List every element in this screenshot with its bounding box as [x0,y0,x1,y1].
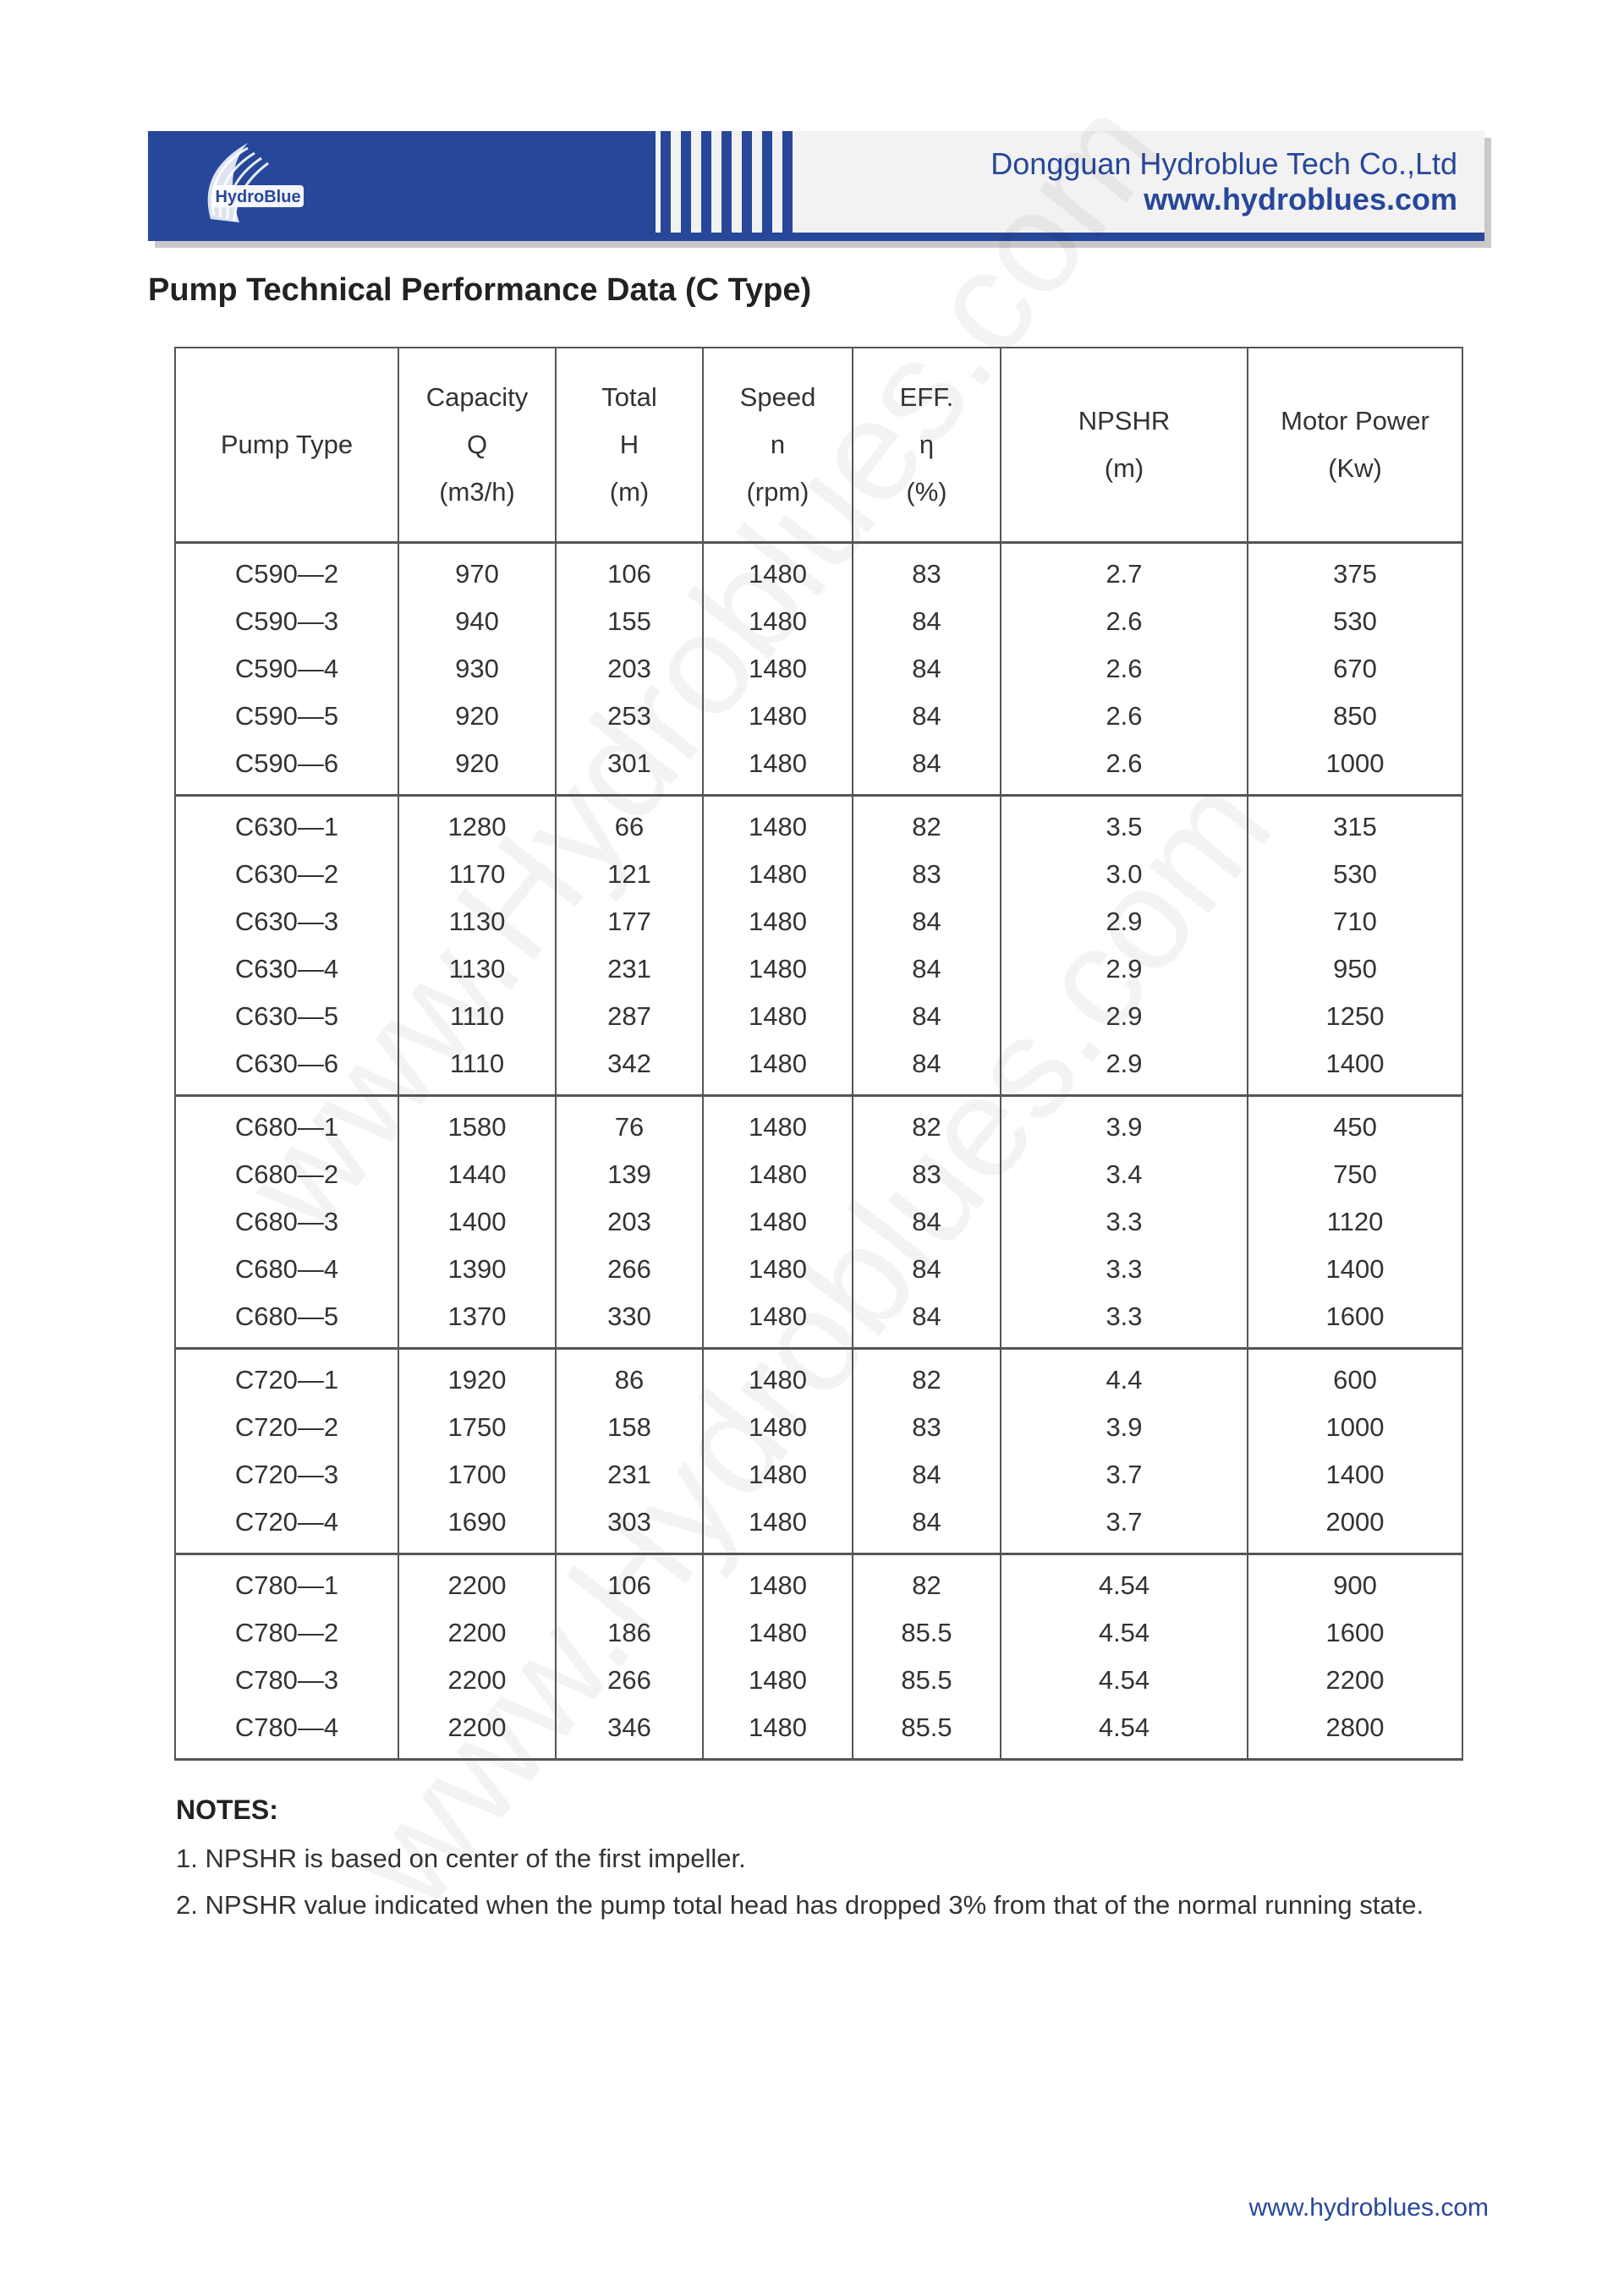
cell-motor-power: 710 [1248,898,1462,945]
cell-total-head: 266 [556,1657,703,1704]
cell-efficiency: 84 [853,645,1001,693]
cell-pump-type: C680—4 [175,1246,398,1293]
cell-total-head: 155 [556,598,703,645]
cell-speed: 1480 [703,1293,853,1349]
notes-title: NOTES: [176,1795,278,1825]
cell-total-head: 177 [556,898,703,945]
cell-efficiency: 84 [853,1246,1001,1293]
cell-efficiency: 82 [853,1349,1001,1405]
cell-efficiency: 83 [853,543,1001,599]
cell-motor-power: 2800 [1248,1704,1462,1760]
table-row [175,993,1462,1040]
cell-npshr: 2.9 [1001,1040,1248,1096]
cell-total-head: 121 [556,851,703,898]
cell-motor-power: 1120 [1248,1198,1462,1246]
cell-motor-power: 450 [1248,1096,1462,1152]
cell-speed: 1480 [703,898,853,945]
cell-total-head: 231 [556,1451,703,1499]
cell-pump-type: C630—6 [175,1040,398,1096]
cell-motor-power: 1000 [1248,1404,1462,1451]
cell-speed: 1480 [703,851,853,898]
cell-capacity: 930 [398,645,556,693]
cell-npshr: 2.7 [1001,543,1248,599]
cell-pump-type: C780—4 [175,1704,398,1760]
cell-speed: 1480 [703,1404,853,1451]
cell-npshr: 3.4 [1001,1151,1248,1198]
cell-pump-type: C720—1 [175,1349,398,1405]
cell-pump-type: C630—4 [175,945,398,993]
cell-speed: 1480 [703,543,853,599]
cell-speed: 1480 [703,1246,853,1293]
table-row [175,1499,1462,1554]
cell-npshr: 2.6 [1001,645,1248,693]
cell-npshr: 4.54 [1001,1704,1248,1760]
cell-capacity: 1700 [398,1451,556,1499]
cell-npshr: 4.54 [1001,1657,1248,1704]
table-row [175,796,1462,852]
hydroblue-logo-icon [189,138,324,229]
header-npshr: NPSHR (m) [1001,348,1248,543]
cell-efficiency: 84 [853,1451,1001,1499]
table-row [175,740,1462,796]
table-row [175,1096,1462,1152]
cell-efficiency: 82 [853,1554,1001,1610]
cell-speed: 1480 [703,945,853,993]
cell-motor-power: 2200 [1248,1657,1462,1704]
cell-efficiency: 85.5 [853,1657,1001,1704]
cell-pump-type: C720—3 [175,1451,398,1499]
cell-motor-power: 1250 [1248,993,1462,1040]
cell-motor-power: 315 [1248,796,1462,852]
cell-speed: 1480 [703,1198,853,1246]
company-url: www.hydroblues.com [1144,182,1457,216]
cell-efficiency: 83 [853,1404,1001,1451]
cell-speed: 1480 [703,598,853,645]
header-banner [148,131,1484,241]
cell-pump-type: C780—1 [175,1554,398,1610]
cell-capacity: 2200 [398,1657,556,1704]
cell-speed: 1480 [703,1040,853,1096]
table-group [175,543,1462,796]
cell-pump-type: C680—2 [175,1151,398,1198]
cell-speed: 1480 [703,645,853,693]
table-row [175,898,1462,945]
banner-stripes [647,131,808,233]
cell-efficiency: 84 [853,945,1001,993]
cell-total-head: 203 [556,1198,703,1246]
cell-npshr: 2.9 [1001,898,1248,945]
cell-capacity: 1110 [398,1040,556,1096]
company-name: Dongguan Hydroblue Tech Co.,Ltd [990,146,1457,181]
cell-capacity: 1280 [398,796,556,852]
table-row [175,1609,1462,1657]
cell-efficiency: 84 [853,1499,1001,1554]
cell-pump-type: C720—2 [175,1404,398,1451]
cell-speed: 1480 [703,693,853,740]
cell-speed: 1480 [703,1151,853,1198]
cell-efficiency: 84 [853,898,1001,945]
cell-total-head: 346 [556,1704,703,1760]
cell-total-head: 301 [556,740,703,796]
cell-capacity: 920 [398,693,556,740]
cell-motor-power: 600 [1248,1349,1462,1405]
cell-pump-type: C680—5 [175,1293,398,1349]
cell-speed: 1480 [703,740,853,796]
cell-motor-power: 530 [1248,598,1462,645]
cell-speed: 1480 [703,1609,853,1657]
cell-pump-type: C780—3 [175,1657,398,1704]
cell-pump-type: C590—2 [175,543,398,599]
cell-npshr: 2.6 [1001,598,1248,645]
cell-speed: 1480 [703,1349,853,1405]
cell-total-head: 266 [556,1246,703,1293]
header-efficiency: EFF. η (%) [853,348,1001,543]
cell-efficiency: 82 [853,1096,1001,1152]
cell-motor-power: 900 [1248,1554,1462,1610]
cell-capacity: 1370 [398,1293,556,1349]
table-row [175,543,1462,599]
company-info [990,146,1457,217]
table-row [175,1040,1462,1096]
cell-motor-power: 750 [1248,1151,1462,1198]
cell-capacity: 2200 [398,1554,556,1610]
cell-efficiency: 82 [853,796,1001,852]
cell-npshr: 4.4 [1001,1349,1248,1405]
cell-total-head: 158 [556,1404,703,1451]
cell-npshr: 2.9 [1001,945,1248,993]
table-row [175,1404,1462,1451]
cell-motor-power: 1400 [1248,1246,1462,1293]
cell-pump-type: C720—4 [175,1499,398,1554]
cell-speed: 1480 [703,1554,853,1610]
cell-total-head: 231 [556,945,703,993]
cell-total-head: 66 [556,796,703,852]
table-row [175,1246,1462,1293]
cell-motor-power: 1600 [1248,1293,1462,1349]
cell-efficiency: 84 [853,1040,1001,1096]
cell-pump-type: C590—4 [175,645,398,693]
cell-efficiency: 83 [853,851,1001,898]
cell-pump-type: C590—5 [175,693,398,740]
cell-speed: 1480 [703,1096,853,1152]
cell-total-head: 139 [556,1151,703,1198]
cell-efficiency: 83 [853,1151,1001,1198]
cell-efficiency: 85.5 [853,1609,1001,1657]
cell-total-head: 203 [556,645,703,693]
cell-capacity: 2200 [398,1704,556,1760]
cell-capacity: 1690 [398,1499,556,1554]
table-row [175,945,1462,993]
cell-npshr: 3.0 [1001,851,1248,898]
cell-speed: 1480 [703,1451,853,1499]
table-group [175,1096,1462,1349]
cell-pump-type: C780—2 [175,1609,398,1657]
cell-speed: 1480 [703,993,853,1040]
table-row [175,1151,1462,1198]
table-header [175,348,1462,543]
cell-pump-type: C630—3 [175,898,398,945]
cell-motor-power: 850 [1248,693,1462,740]
table-row [175,1657,1462,1704]
table-row [175,1554,1462,1610]
cell-capacity: 920 [398,740,556,796]
cell-pump-type: C680—1 [175,1096,398,1152]
cell-motor-power: 1000 [1248,740,1462,796]
cell-total-head: 330 [556,1293,703,1349]
page-title: Pump Technical Performance Data (C Type) [148,272,812,308]
cell-efficiency: 85.5 [853,1704,1001,1760]
cell-speed: 1480 [703,796,853,852]
cell-total-head: 303 [556,1499,703,1554]
cell-capacity: 1580 [398,1096,556,1152]
table-row [175,1198,1462,1246]
header-total-head: Total H (m) [556,348,703,543]
cell-capacity: 1400 [398,1198,556,1246]
table-row [175,693,1462,740]
cell-capacity: 1440 [398,1151,556,1198]
table-row [175,851,1462,898]
cell-total-head: 253 [556,693,703,740]
cell-npshr: 3.7 [1001,1499,1248,1554]
cell-capacity: 1750 [398,1404,556,1451]
header-capacity: Capacity Q (m3/h) [398,348,556,543]
cell-pump-type: C590—6 [175,740,398,796]
cell-npshr: 3.3 [1001,1293,1248,1349]
table-group [175,796,1462,1096]
cell-capacity: 1920 [398,1349,556,1405]
table-group [175,1554,1462,1760]
cell-motor-power: 530 [1248,851,1462,898]
cell-capacity: 940 [398,598,556,645]
cell-npshr: 3.9 [1001,1096,1248,1152]
cell-npshr: 4.54 [1001,1609,1248,1657]
cell-motor-power: 375 [1248,543,1462,599]
cell-npshr: 3.3 [1001,1246,1248,1293]
table-group [175,1349,1462,1554]
table-row [175,1293,1462,1349]
header-pump-type: Pump Type [175,348,398,543]
cell-total-head: 76 [556,1096,703,1152]
table-row [175,645,1462,693]
cell-total-head: 186 [556,1609,703,1657]
cell-capacity: 2200 [398,1609,556,1657]
cell-speed: 1480 [703,1657,853,1704]
header-speed: Speed n (rpm) [703,348,853,543]
cell-npshr: 2.6 [1001,740,1248,796]
cell-capacity: 1130 [398,898,556,945]
cell-pump-type: C590—3 [175,598,398,645]
table-row [175,1349,1462,1405]
cell-npshr: 3.5 [1001,796,1248,852]
cell-motor-power: 1400 [1248,1451,1462,1499]
cell-total-head: 342 [556,1040,703,1096]
cell-pump-type: C680—3 [175,1198,398,1246]
cell-total-head: 106 [556,543,703,599]
cell-speed: 1480 [703,1704,853,1760]
cell-efficiency: 84 [853,1293,1001,1349]
cell-motor-power: 670 [1248,645,1462,693]
cell-motor-power: 2000 [1248,1499,1462,1554]
note-1: 1. NPSHR is based on center of the first impeller. [176,1844,746,1873]
note-2: 2. NPSHR value indicated when the pump total head has dropped 3% from that of the normal running state. [176,1890,1424,1920]
header-motor-power: Motor Power (Kw) [1248,348,1462,543]
cell-efficiency: 84 [853,1198,1001,1246]
cell-efficiency: 84 [853,993,1001,1040]
footer-url: www.hydroblues.com [1248,2194,1489,2222]
cell-motor-power: 1400 [1248,1040,1462,1096]
cell-speed: 1480 [703,1499,853,1554]
cell-pump-type: C630—1 [175,796,398,852]
cell-pump-type: C630—5 [175,993,398,1040]
table-row [175,598,1462,645]
cell-pump-type: C630—2 [175,851,398,898]
cell-npshr: 3.9 [1001,1404,1248,1451]
performance-table [174,347,1463,1761]
cell-motor-power: 950 [1248,945,1462,993]
svg-text:HydroBlue: HydroBlue [215,188,301,206]
cell-npshr: 3.3 [1001,1198,1248,1246]
cell-capacity: 1130 [398,945,556,993]
cell-npshr: 3.7 [1001,1451,1248,1499]
cell-efficiency: 84 [853,598,1001,645]
cell-efficiency: 84 [853,740,1001,796]
table-row [175,1451,1462,1499]
cell-capacity: 1110 [398,993,556,1040]
cell-total-head: 287 [556,993,703,1040]
cell-capacity: 1390 [398,1246,556,1293]
cell-efficiency: 84 [853,693,1001,740]
cell-total-head: 86 [556,1349,703,1405]
cell-capacity: 1170 [398,851,556,898]
cell-npshr: 4.54 [1001,1554,1248,1610]
cell-npshr: 2.6 [1001,693,1248,740]
cell-capacity: 970 [398,543,556,599]
cell-motor-power: 1600 [1248,1609,1462,1657]
cell-total-head: 106 [556,1554,703,1610]
table-row [175,1704,1462,1760]
cell-npshr: 2.9 [1001,993,1248,1040]
